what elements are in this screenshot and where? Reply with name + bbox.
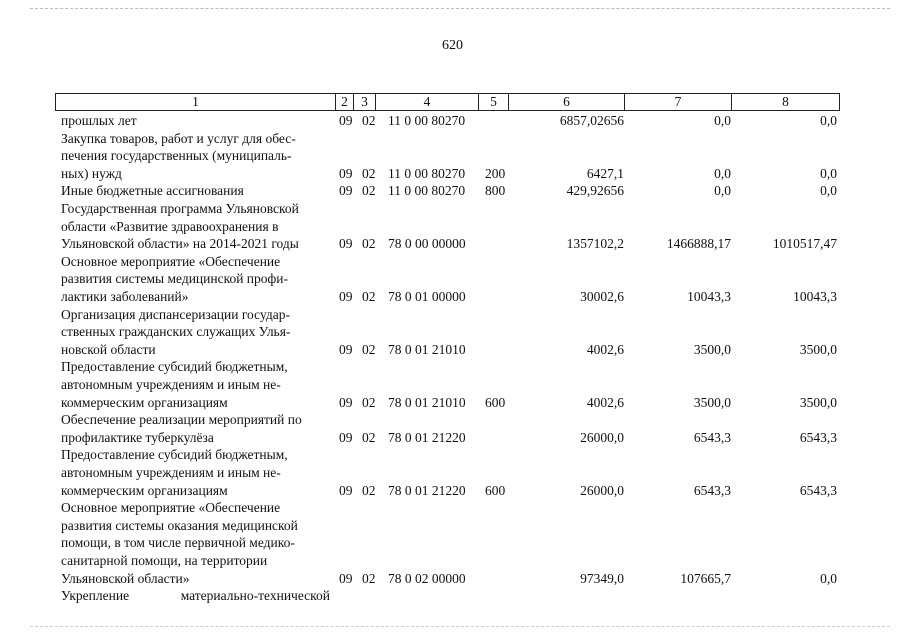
row-value-col6: 429,92656	[566, 183, 624, 199]
row-value-col8: 0,0	[820, 113, 837, 128]
row-csr: 11 0 00 80270	[388, 165, 466, 181]
row-value-col8: 3500,0	[799, 394, 837, 410]
row-value-col7: 6543,3	[693, 429, 731, 445]
row-value-col6: 26000,0	[580, 429, 624, 445]
row-value-col7: 10043,3	[687, 288, 731, 304]
row-csr: 11 0 00 80270	[388, 113, 466, 128]
row-value-col6: 6427,1	[586, 165, 624, 181]
row-description: Закупка товаров, работ и услуг для обес- печения государственных (муниципаль- ных) нужд	[61, 130, 296, 181]
row-csr: 11 0 00 80270	[388, 183, 466, 199]
row-razdel: 09	[339, 394, 353, 410]
row-value-col7: 3500,0	[693, 394, 731, 410]
row-description: прошлых лет	[61, 113, 137, 128]
row-value-col6: 30002,6	[580, 288, 624, 304]
row-value-col8: 0,0	[820, 570, 837, 586]
row-razdel: 09	[339, 236, 353, 252]
row-csr: 78 0 01 21010	[388, 394, 466, 410]
row-podrazdel: 02	[362, 429, 376, 445]
header-col-6: 6	[509, 94, 625, 111]
row-value-col7: 0,0	[714, 165, 731, 181]
row-razdel: 09	[339, 288, 353, 304]
row-podrazdel: 02	[362, 482, 376, 498]
row-podrazdel: 02	[362, 165, 376, 181]
row-description: Обеспечение реализации мероприятий по профилактике туберкулёза	[61, 412, 302, 445]
row-value-col8: 1010517,47	[772, 236, 837, 252]
header-col-2: 2	[336, 94, 354, 111]
row-csr: 78 0 01 21220	[388, 482, 466, 498]
row-description: Организация диспансеризации государ- ственных гражданских служащих Улья- новской области	[61, 306, 291, 357]
row-vr: 800	[485, 183, 506, 199]
header-col-8: 8	[732, 94, 840, 111]
row-description: Государственная программа Ульяновской области «Развитие здравоохранения в Ульяновской области» на 2014-2021 годы	[61, 201, 299, 252]
row-value-col6: 6857,02656	[559, 113, 624, 128]
row-podrazdel: 02	[362, 113, 376, 128]
row-value-col7: 107665,7	[680, 570, 731, 586]
row-description: Основное мероприятие «Обеспечение развития системы оказания медицинской помощи, в том числе первичной медико- санитарной помощи, на территории Ульяновской области»	[61, 500, 298, 586]
row-csr: 78 0 02 00000	[388, 570, 466, 586]
row-description: Основное мероприятие «Обеспечение развития системы медицинской профи- лактики заболеваний»	[61, 253, 289, 304]
row-razdel: 09	[339, 341, 353, 357]
row-podrazdel: 02	[362, 394, 376, 410]
header-col-5: 5	[479, 94, 509, 111]
row-podrazdel: 02	[362, 288, 376, 304]
row-csr: 78 0 01 21010	[388, 341, 466, 357]
row-csr: 78 0 00 00000	[388, 236, 466, 252]
row-value-col6: 97349,0	[580, 570, 624, 586]
header-col-1: 1	[56, 94, 336, 111]
row-value-col8: 10043,3	[793, 288, 837, 304]
row-value-col7: 3500,0	[693, 341, 731, 357]
row-podrazdel: 02	[362, 341, 376, 357]
row-value-col6: 4002,6	[586, 341, 624, 357]
row-razdel: 09	[339, 482, 353, 498]
row-description: Иные бюджетные ассигнования	[61, 183, 244, 199]
header-col-3: 3	[354, 94, 376, 111]
row-csr: 78 0 01 21220	[388, 429, 466, 445]
row-vr: 600	[485, 482, 506, 498]
scan-edge-bottom	[30, 626, 890, 628]
row-value-col7: 6543,3	[693, 482, 731, 498]
row-value-col7: 1466888,17	[666, 236, 731, 252]
row-podrazdel: 02	[362, 570, 376, 586]
row-razdel: 09	[339, 570, 353, 586]
header-col-7: 7	[625, 94, 732, 111]
header-col-4: 4	[376, 94, 479, 111]
row-vr: 200	[485, 165, 506, 181]
row-value-col8: 6543,3	[799, 429, 837, 445]
row-vr: 600	[485, 394, 506, 410]
row-razdel: 09	[339, 183, 353, 199]
row-value-col7: 0,0	[714, 113, 731, 128]
row-razdel: 09	[339, 429, 353, 445]
row-value-col6: 26000,0	[580, 482, 624, 498]
page-number: 620	[442, 38, 463, 53]
row-value-col8: 6543,3	[799, 482, 837, 498]
row-value-col6: 4002,6	[586, 394, 624, 410]
row-value-col8: 0,0	[820, 183, 837, 199]
row-podrazdel: 02	[362, 183, 376, 199]
row-razdel: 09	[339, 113, 353, 128]
row-podrazdel: 02	[362, 236, 376, 252]
row-value-col8: 3500,0	[799, 341, 837, 357]
row-value-col6: 1357102,2	[566, 236, 624, 252]
row-description: Укрепление материально-технической	[61, 588, 330, 604]
row-description: Предоставление субсидий бюджетным, автономным учреждениям и иным не- коммерческим организациям	[61, 447, 288, 498]
row-razdel: 09	[339, 165, 353, 181]
row-csr: 78 0 01 00000	[388, 288, 466, 304]
row-value-col7: 0,0	[714, 183, 731, 199]
row-description: Предоставление субсидий бюджетным, автономным учреждениям и иным не- коммерческим организациям	[61, 359, 288, 410]
row-value-col8: 0,0	[820, 165, 837, 181]
